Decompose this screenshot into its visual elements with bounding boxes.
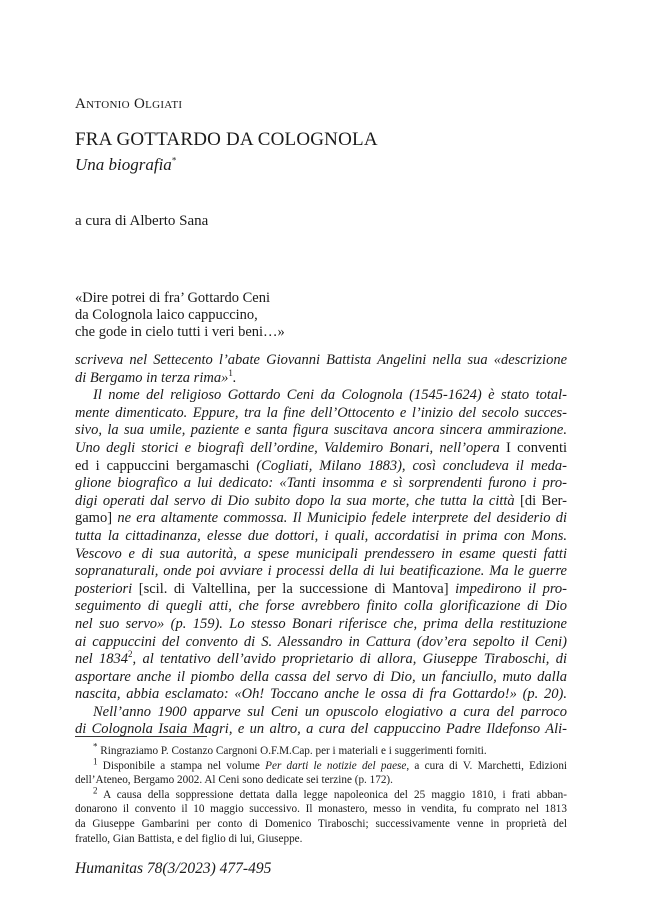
body-line: glione biografico a lui dedicato: «Tanti insomma e sì sorprendenti furono i pro- — [75, 475, 567, 492]
body-line: Il nome del religioso Gottardo Ceni da Colognola (1545-1624) è stato total- — [93, 387, 567, 404]
body-line: asportare anche il piombo della cassa del servo di Dio, un fanciullo, muto dalla — [75, 668, 567, 685]
book-title: ed i cappuccini bergamaschi — [75, 457, 250, 474]
journal-citation: Humanitas 78(3/2023) 477-495 — [75, 860, 272, 877]
body-fragment: . — [232, 369, 237, 386]
body-fragment: (Cogliati, Milano 1883), così concludeva il meda- — [256, 457, 568, 474]
body-fragment: ne era altamente commossa. Il Municipio fedele interprete del desiderio di — [117, 510, 568, 527]
footnote-mark: 1 — [93, 755, 98, 766]
footnotes — [75, 741, 568, 846]
article-subtitle — [75, 155, 176, 175]
footnote-mark: * — [93, 741, 98, 752]
editor-credit: a cura di Alberto Sana — [75, 213, 209, 229]
body-line: mente dimenticato. Eppure, tra la fine dell’Ottocento e l’inizio del secolo succes- — [75, 404, 567, 421]
footnote — [75, 741, 567, 759]
footnote-ref-2: 2 — [128, 649, 133, 660]
epigraph — [75, 290, 285, 341]
body-line: nascita, abbia esclamato: «Oh! Toccano anche le ossa di fra Gottardo!» (p. 20). — [75, 686, 567, 703]
footnote-line: donarono il convento il 10 maggio successivo. Il monastero, messo in vendita, fu comprato nel 1813 — [75, 803, 567, 816]
body-line — [75, 493, 567, 511]
body-line: sivo, la sua umile, paziente e santa figura suscitava ancora sincera ammirazione. — [75, 422, 567, 439]
body-fragment: di Bergamo in terza rima» — [75, 369, 229, 386]
footnote — [75, 785, 567, 803]
epigraph-line: «Dire potrei di fra’ Gottardo Ceni — [75, 290, 271, 306]
body-line — [75, 651, 567, 669]
body-line: tutta la cittadinanza, elesse due dottori, i quali, accordatisi in prima con Mons. — [75, 527, 567, 544]
editorial-insertion: [scil. di Valtellina, per la successione di Mantova] — [138, 580, 449, 597]
footnote-line: da Giuseppe Gambarini per conto di Domenico Tiraboschi; successivamente venne in proprietà del — [75, 817, 567, 830]
body-line: seguimento di quegli atti, che forse avrebbero finito colla glorificazione di Dio — [75, 598, 567, 615]
footnote-text: Ringraziamo P. Costanzo Cargnoni O.F.M.Cap. per i materiali e i suggerimenti forniti. — [100, 745, 487, 757]
body-line: sopranaturali, onde poi avviare i processi della di lui beatificazione. Ma le guerre — [75, 563, 567, 580]
footnote-text: , a cura di V. Marchetti, Edizioni — [406, 759, 568, 772]
body-line: nel suo servo» (p. 159). Lo stesso Bonari riferisce che, prima della restituzione — [75, 615, 567, 632]
editorial-insertion: gamo] — [75, 510, 113, 527]
book-title: I conventi — [506, 439, 568, 456]
body-line: Vescovo e di sua autorità, a spese municipali prendessero in esame questi fatti — [75, 545, 567, 562]
body-line — [75, 510, 567, 528]
author-name: Antonio Olgiati — [75, 96, 183, 112]
body-line: ai cappuccini del convento di S. Alessandro in Cattura (dov’era sepolto il Ceni) — [75, 633, 567, 650]
footnote-separator — [75, 736, 207, 737]
footnote-text: Disponibile a stampa nel volume — [102, 759, 260, 772]
body-line — [75, 458, 567, 476]
epigraph-line: che gode in cielo tutti i veri beni…» — [75, 324, 285, 340]
footnote-text: A causa della soppressione dettata dalla legge napoleonica del 25 maggio 1810, i frati abban- — [103, 788, 567, 801]
body-fragment: impedirono il pro- — [455, 580, 568, 597]
body-line: scriveva nel Settecento l’abate Giovanni Battista Angelini nella sua «descrizione — [75, 352, 567, 368]
subtitle-footnote-mark: * — [171, 155, 177, 166]
body-line — [75, 581, 567, 599]
article-title: FRA GOTTARDO DA COLOGNOLA — [75, 129, 378, 150]
body-text — [75, 352, 567, 739]
body-line: di Colognola Isaia Magri, e un altro, a cura del cappuccino Padre Ildefonso Ali- — [75, 721, 567, 738]
body-line — [75, 440, 567, 458]
footnote-line: fratello, Gian Battista, e del figlio di lui, Giuseppe. — [75, 832, 303, 845]
body-fragment: nel 1834 — [75, 651, 129, 668]
footnote-line: dell’Ateneo, Bergamo 2002. Al Ceni sono dedicate sei terzine (p. 172). — [75, 774, 393, 787]
body-fragment: Uno degli storici e biografi dell’ordine, Valdemiro Bonari, nell’opera — [75, 439, 500, 456]
body-fragment: , al tentativo dell’avido proprietario di allora, Giuseppe Tiraboschi, di — [132, 651, 567, 668]
body-fragment: posteriori — [75, 580, 133, 597]
footnote-mark: 2 — [93, 785, 98, 796]
cited-work-title: Per darti le notizie del paese — [265, 759, 407, 772]
epigraph-line: da Colognola laico cappuccino, — [75, 307, 258, 323]
footnote-ref-1: 1 — [228, 367, 233, 378]
body-fragment: digi operati dal servo di Dio subito dopo la sua morte, che tutta la città — [75, 492, 515, 509]
editorial-insertion: [di Ber- — [520, 492, 567, 509]
body-line: Nell’anno 1900 apparve sul Ceni un opuscolo elogiativo a cura del parroco — [93, 703, 567, 720]
subtitle-text: Una biografia — [75, 155, 172, 174]
footnote — [75, 755, 568, 774]
body-line — [75, 367, 567, 388]
